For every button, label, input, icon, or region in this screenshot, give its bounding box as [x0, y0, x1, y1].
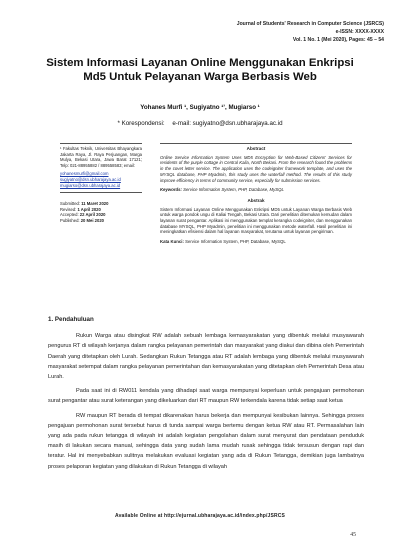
kata-kunci-value: Service Information System, PHP, Database, MySQL: [185, 239, 286, 245]
paragraph: Pada saat ini di RW011 kendala yang dihadapi saat warga mempunyai keperluan untuk pengajuan permohonan surat pengantar atau surat keterangan yang dikeluarkan dari RT maupun RW terkendala karena tidak setiap saat ketua: [48, 388, 364, 405]
affiliation: ¹ Fakultas Teknik, Universitas Bhayangkara Jakarta Raya, Jl. Raya Perjuangan, Marga Mulya, Bekasi Utara, Jawa Barat 17121; Telp: 021-88955882 / 889558583; email:: [60, 146, 142, 168]
author-list: Yohanes Murfi ¹, Sugiyatno ¹ʼ, Mugiarso ¹: [140, 104, 260, 111]
date-submitted: Submitted: 11 Maret 2020: [60, 201, 109, 207]
kata-kunci: [160, 239, 352, 245]
date-revised: Revised: 1 April 2020: [60, 206, 101, 212]
journal-volume: Vol. 1 No. 1 (Mei 2020), Pages: 45 – 54: [292, 37, 384, 43]
date-accepted: Accepted: 22 April 2020: [60, 212, 106, 218]
keywords-value: Service Information System, PHP, Database, MySQL: [183, 187, 284, 193]
keywords: [160, 187, 352, 193]
footer-url[interactable]: Available Online at http://ejurnal.ubharajaya.ac.id/index.php/JSRCS: [115, 513, 285, 519]
kata-kunci-label: Kata Kunci:: [160, 239, 184, 245]
divider: [160, 143, 352, 144]
abstract-column: [160, 143, 352, 245]
paragraph: RW maupun RT berada di tempat dikarenakan harus bekerja dan mempunyai kesibukan lainnya. Sehingga proses pengajuan permohonan surat tersebut harus di tunda sampai warga bertemu dengan ketua RW atau RT. Permasalahan lain yang ada pada rukun tetangga di wilayah ini adalah kegiatan pengolahan dalam surat menyurat dan pendataan penduduk masih di lakukan secara manual, sehingga data yang sudah lama mudah rusak sehingga tidak tersusun dengan rapi dan teratur. Hal ini menyebabkan sulitnya melakukan evaluasi kegiatan yang ada di Rukun Tetangga, demikian juga lambatnya proses pelaporan kegiatan yang dilakukan di Rukun Tetangga di wilayah: [48, 412, 364, 470]
abstrak-text: Sistem Informasi Layanan Online Menggunakan Enkripsi MD5 untuk Layanan Warga Berbasis Web untuk warga pondok ungu di Kaliai Tengah, Bekasi Utara. Dari penelitian ditemukan kemudan dalam layanan surat pengantar. Aplikasi ini menggunakan templat kerangka codeigniter, dan menggunakan database MYSQL, PHP Myadmin, penelitian ini menggunakan metode waterfall. Hasil penelitian ini meningkatkan efisiensi dalam hal layanan masyarakat, terutama untuk layanan pengiriman.: [160, 206, 352, 235]
abstract-text: Online Service Information System Uses MD5 Encryption for Web-Based Citizens' Services for residents of the purple cottage in Central Kalia, North Bekasi. From the research found the problems in the covet letter service. The application uses the codeigniter framework template, and uses the MYSQL database, PHP Myadmin, this study uses the waterfall method. The results of this study improve efficiency in terms of community service, especially for submission services.: [160, 154, 352, 183]
email-link[interactable]: yohanesmurfi@gmail.com: [60, 171, 109, 177]
correspondence-label: * Korespondensi:: [117, 120, 165, 127]
journal-name: Journal of Students' Research in Computer Science (JSRCS): [236, 21, 384, 27]
section-title: 1. Pendahuluan: [48, 316, 94, 323]
email-link[interactable]: sugiyatno@dsn.ubharajaya.ac.id: [60, 176, 121, 182]
article-info-column: [60, 143, 142, 224]
correspondence-email[interactable]: e-mail: sugiyatno@dsn.ubharajaya.ac.id: [172, 120, 283, 127]
divider: [60, 143, 142, 144]
divider: [60, 192, 142, 193]
page-number: 45: [350, 532, 356, 538]
keywords-label: Keywords:: [160, 187, 182, 193]
article-dates: [60, 201, 142, 223]
paper-title: Sistem Informasi Layanan Online Menggunakan Enkripsi Md5 Untuk Pelayanan Warga Berbasis Web: [46, 57, 354, 83]
paragraph: Rukun Warga atau disingkat RW adalah sebuah lembaga kemasyarakatan yang dibentuk melalui musyawarah pengurus RT di wilayah kerjanya dalam rangka pelayanan pemerintah dan masyarakat yang diakui dan dibina oleh Pemerintah Daerah yang ditetapkan oleh Lurah. Sedangkan Rukun Tetangga atau RT adalah lembaga yang dibentuk melalui musyawarah masyarakat setempat dalam rangka pelayanan pemerintahan dan kemasyarakatan yang ditetapkan oleh Pemerintah Desa atau Lurah.: [48, 333, 364, 381]
date-published: Published: 20 Mei 2020: [60, 217, 104, 223]
abstrak-heading: Abstrak: [247, 197, 265, 203]
author-emails: [60, 171, 142, 188]
abstract-heading: Abstract: [246, 146, 266, 151]
body-text: [48, 315, 364, 476]
email-link[interactable]: mugiarso@dsn.ubharajaya.ac.id: [60, 182, 121, 188]
journal-issn: e-ISSN: XXXX-XXXX: [335, 29, 384, 35]
correspondence: [40, 120, 360, 127]
journal-header: [237, 20, 384, 44]
